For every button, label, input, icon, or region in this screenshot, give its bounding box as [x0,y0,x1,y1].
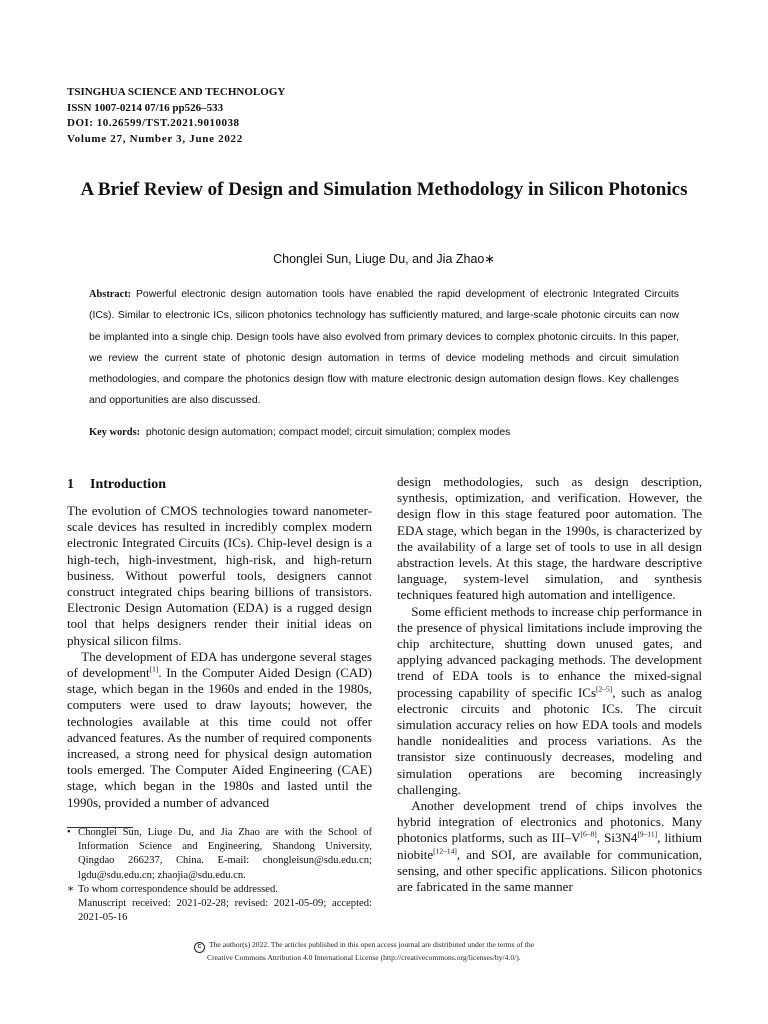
keywords-label: Key words: [89,427,141,438]
paragraph-4-text-d: , and SOI, are available for communication, sensing, and other specific applications. Silicon photonics are fabricated in the same manner [397,846,702,895]
license-text-1: The author(s) 2022. The articles published in this open access journal are distributed under the terms of the [209,940,535,949]
citation-3: [6–8] [580,830,597,840]
citation-5: [12–14] [433,846,457,856]
journal-doi: DOI: 10.26599/TST.2021.9010038 [67,117,240,129]
paragraph-3-text-a: Some efficient methods to increase chip performance in the presence of physical limitations include improving the chip architecture, shutting down unused gates, and applying advanced packaging methods. The development trend of EDA tools is to enhance the mixed-signal processing capability of specific ICs [397,603,702,700]
bullet-icon: • [67,827,71,838]
paragraph-4 [397,798,702,895]
license-notice [180,940,600,964]
journal-issn: ISSN 1007-0214 07/16 pp526–533 [67,101,224,114]
paragraph-2-continued: design methodologies, such as design description, synthesis, optimization, and verification. However, the design flow in this stage featured poor automation. The EDA stage, which began in the 1990s, is characterized by the availability of a large set of tools to use in all design abstraction levels. At this stage, the hardware descriptive language, system-level simulation, and synthesis techniques featured high automation and intelligence. [397,474,702,603]
journal-volume: Volume 27, Number 3, June 2022 [67,132,243,145]
footnote-correspondence-text: To whom correspondence should be addressed. [78,883,278,895]
paragraph-2 [67,649,372,811]
right-column [397,474,702,895]
left-column [67,474,372,811]
paragraph-4-text-c: , lithium niobite [397,830,702,862]
footnote-correspondence [67,883,372,897]
paragraph-2-text-b: . In the Computer Aided Design (CAD) stage, which began in the 1960s and ended in the 1980s, computers were used to draw layouts; however, the technologies available at this time could not offer advanced features. As the number of required components increased, a strong need for physical design automation tools emerged. The Computer Aided Engineering (CAE) stage, which began in the 1980s and lasted until the 1990s, provided a number of advanced [67,665,372,810]
keywords-text: photonic design automation; compact model; circuit simulation; complex modes [145,427,511,438]
paragraph-4-text-b: , Si3N4 [596,830,638,846]
footnote-manuscript-dates: Manuscript received: 2021-02-28; revised: 2021-05-09; accepted: 2021-05-16 [78,898,372,924]
paper-authors: Chonglei Sun, Liuge Du, and Jia Zhao∗ [273,252,495,266]
keywords [89,425,679,441]
journal-header [67,85,285,147]
abstract [89,284,679,412]
journal-name: TSINGHUA SCIENCE AND TECHNOLOGY [67,86,286,98]
abstract-label: Abstract: [89,289,132,300]
license-line-1 [180,940,600,953]
section-title: Introduction [90,477,166,492]
section-heading [67,476,372,494]
citation-1: [1] [149,664,159,674]
paragraph-1: The evolution of CMOS technologies toward nanometer-scale devices has resulted in incredibly complex modern electronic Integrated Circuits (ICs). Chip-level design is a high-tech, high-investment, high-risk, and high-return business. Without powerful tools, designers cannot construct integrated chips bearing billions of transistors. Electronic Design Automation (EDA) is a rugged design tool that helps designers render their initial ideas on physical silicon films. [67,503,372,648]
copyright-icon: C [194,942,205,953]
asterisk-icon: ∗ [67,883,75,895]
abstract-text: Powerful electronic design automation tools have enabled the rapid development of electronic Integrated Circuits (ICs). Similar to electronic ICs, silicon photonics technology has sufficiently matured, and large-scale photonic circuits can now be implanted into a single chip. Design tools have also evolved from primary devices to complex photonic circuits. In this paper, we review the current state of photonic design automation in terms of device modeling methods and circuit simulation methodologies, and compare the photonics design flow with mature electronic design automation design flows. Key challenges and opportunities are also discussed. [89,289,680,407]
footnotes [67,826,372,925]
citation-4: [9–11] [637,830,658,840]
paper-title: A Brief Review of Design and Simulation Methodology in Silicon Photonics [80,179,688,200]
license-line-2: Creative Commons Attribution 4.0 International License (http://creativecommons.org/licenses/by/4.0/). [207,953,521,962]
paragraph-3 [397,604,702,798]
paragraph-3-text-b: , such as analog electronic circuits and photonic ICs. The circuit simulation accuracy relies on how EDA tools and models handle nonidealities and process variations. As the transistor size continuously decreases, modeling and simulation operations are becoming increasingly challenging. [397,684,703,797]
citation-2: [2–5] [596,684,613,694]
paragraph-4-text-a: Another development trend of chips involves the hybrid integration of electronics and photonics. Many photonics platforms, such as III–V [397,798,702,846]
section-number: 1 [67,477,74,492]
paragraph-2-text-a: The development of EDA has undergone several stages of development [67,648,372,681]
footnote-affiliation-text: Chonglei Sun, Liuge Du, and Jia Zhao are with the School of Information Science and Engineering, Shandong University, Qingdao 266237, China. E-mail: chongleisun@sdu.edu.cn; lgdu@sdu.edu.cn; zhaojia@sdu.edu.cn. [78,827,372,881]
footnote-affiliation [67,826,372,883]
